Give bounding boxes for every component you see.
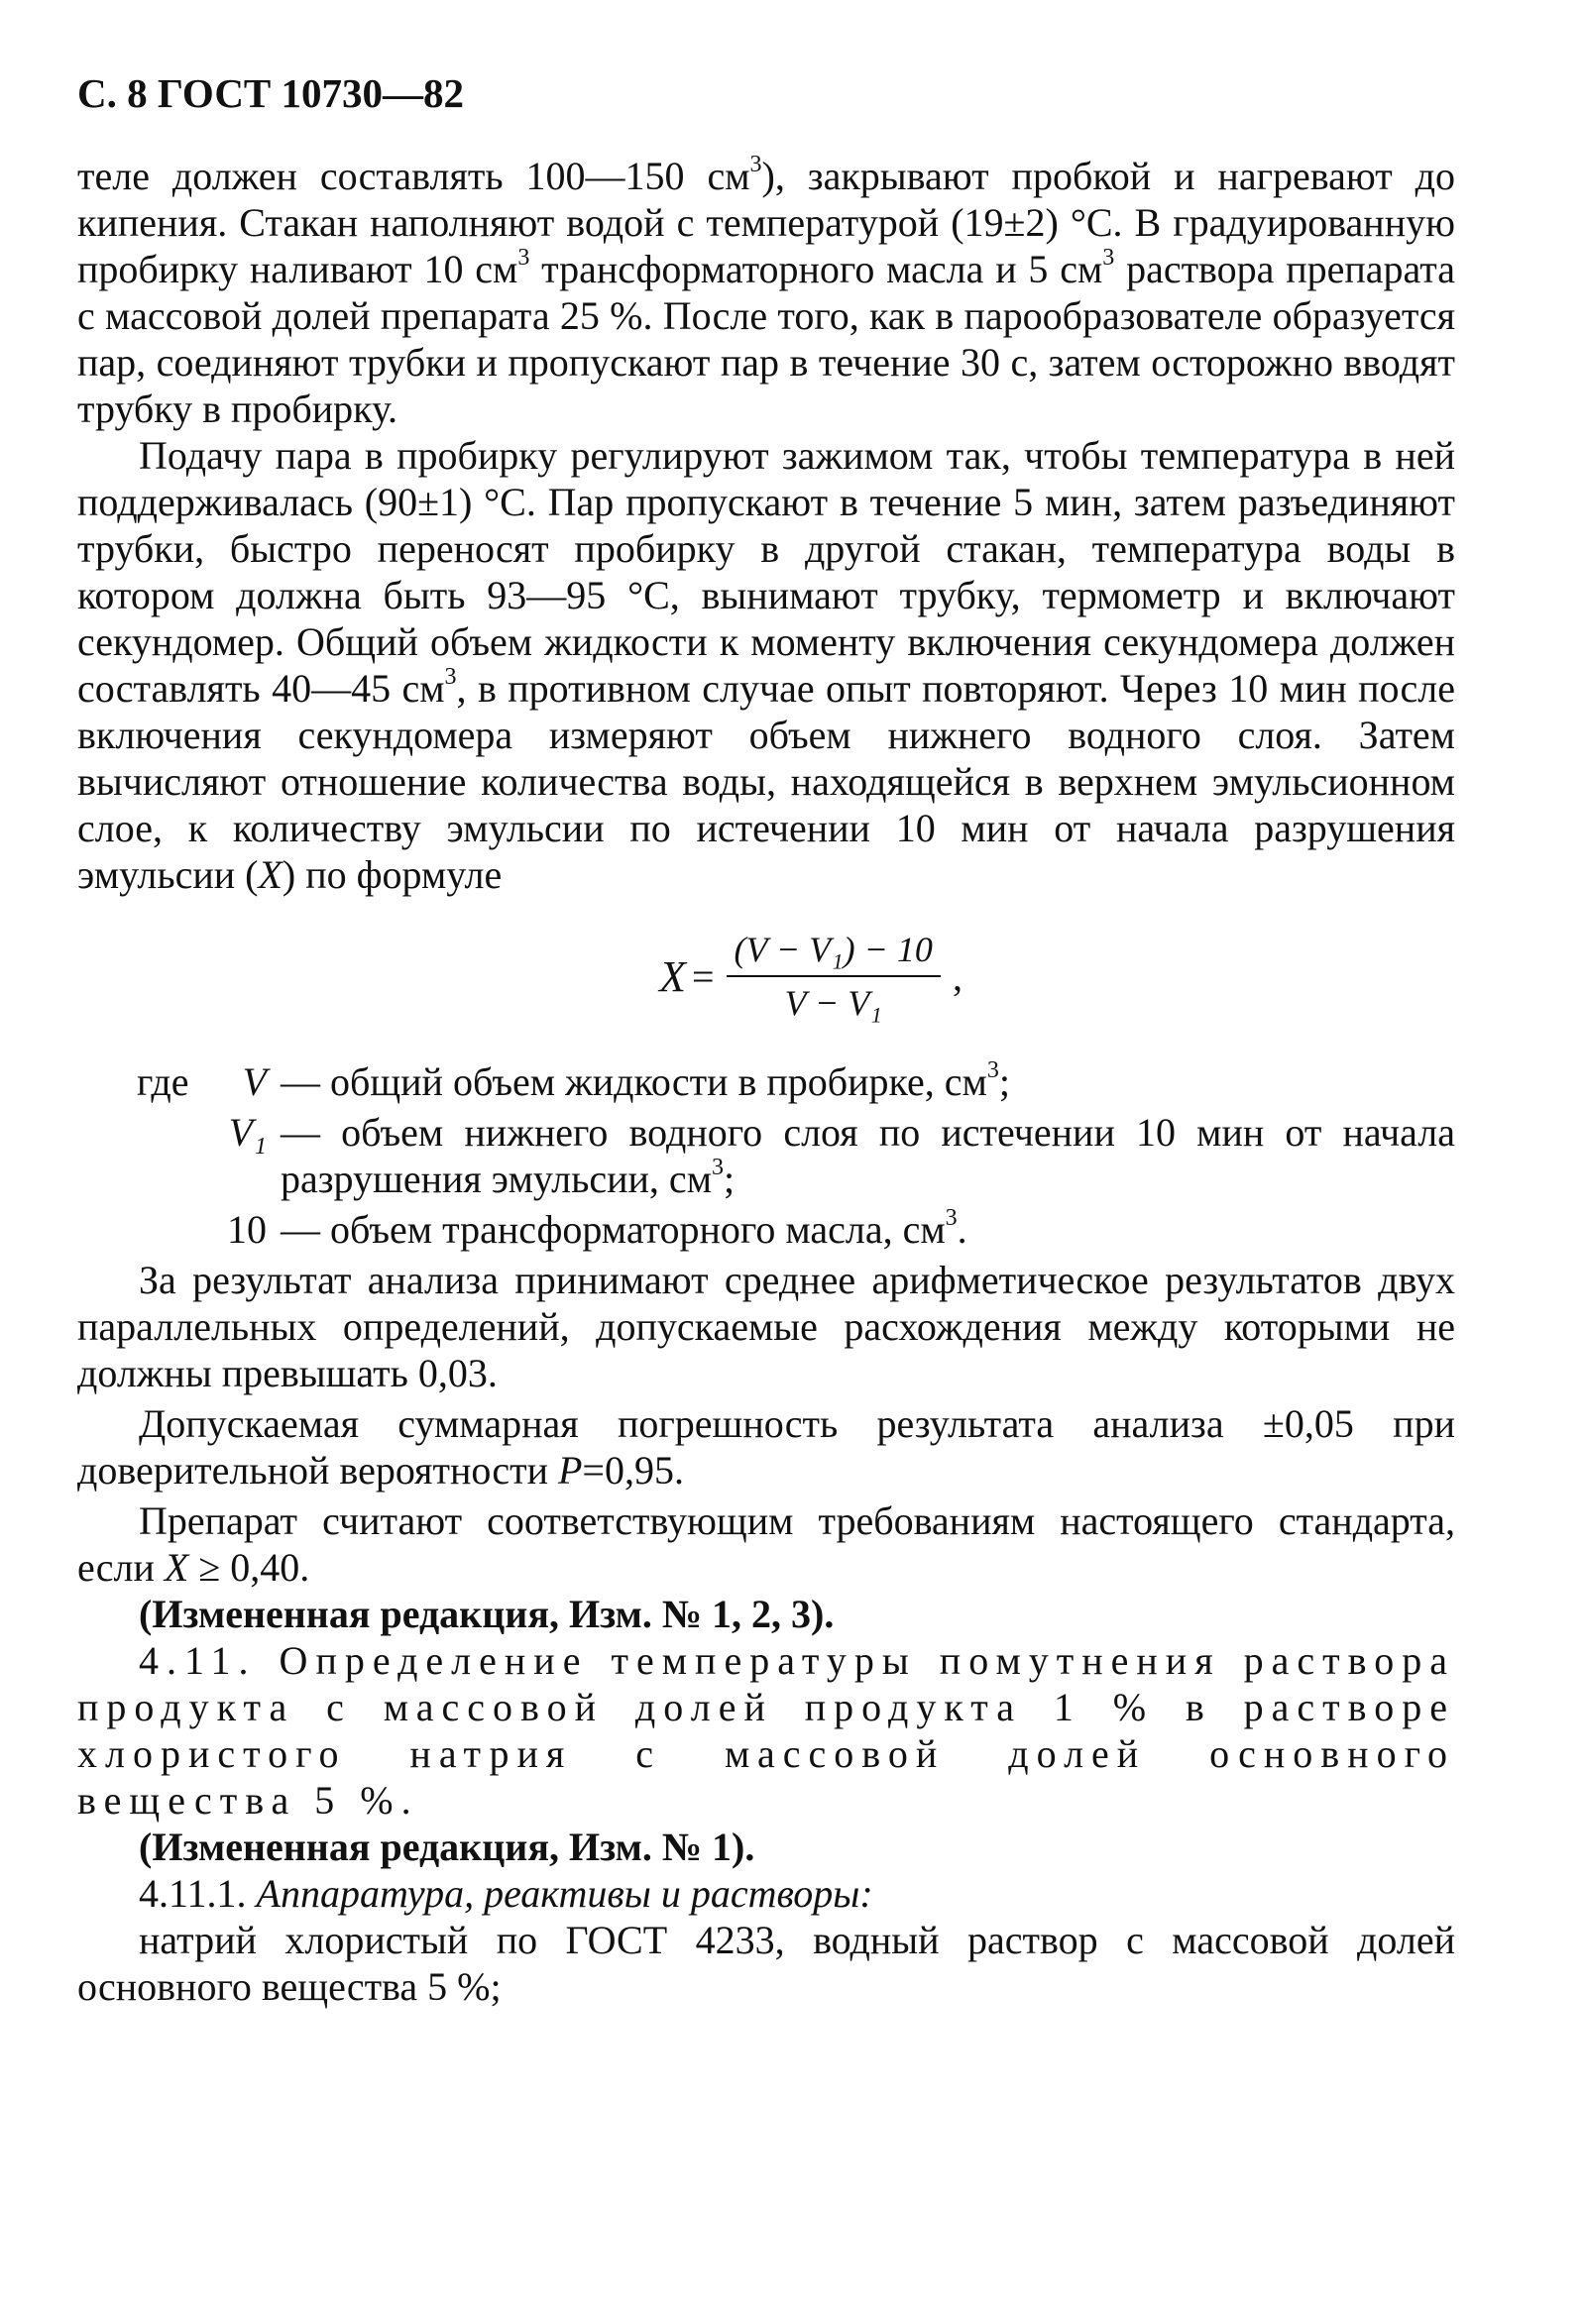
formula-fraction [727,928,941,1025]
where-label: где [137,1059,189,1104]
section-number: 4.11.1. [139,1871,257,1916]
definition-text: — объем трансформаторного масла, $см^3$. [281,1205,967,1252]
definition-row [77,1206,1455,1253]
definition-text: — общий объем жидкости в пробирке, $см^3$; [281,1057,1010,1104]
definition-symbol: V₁ [228,1110,267,1155]
formula-equals: = [691,953,715,999]
amendment-note: (Измененная редакция, Изм. № 1, 2, 3). [139,1592,835,1636]
definition-symbol: 10 [227,1207,267,1252]
formula-numerator: (V − V₁) − 10 [727,928,941,977]
paragraph-reagent: натрий хлористый по ГОСТ 4233, водный раствор с массовой долей основного вещества 5 %; [77,1918,1455,2009]
section-4-11-1 [77,1870,1455,1917]
paragraph-error: Допускаемая суммарная погрешность результата анализа ±0,05 при доверительной вероятности P=0,95. [77,1401,1455,1493]
amendment-note: (Измененная редакция, Изм. № 1). [139,1825,755,1869]
document-page [77,69,1455,2010]
formula-x [77,928,1455,1025]
paragraph-compliance: Препарат считают соответствующим требованиям настоящего стандарта, если X ≥ 0,40. [77,1498,1455,1590]
section-title: Аппаратура, реактивы и растворы: [256,1871,873,1916]
formula-trail: , [952,953,963,999]
definition-text: — объем нижнего водного слоя по истечении 10 мин от начала разрушения эмульсии, $см^3$; [281,1110,1455,1201]
section-4-11: 4.11. Определение температуры помутнения раствора продукта с массовой долей продукта 1 % в растворе хлористого натрия с массовой долей основного вещества 5 %. [77,1638,1455,1823]
paragraph-result: За результат анализа принимают среднее арифметическое результатов двух параллельных определений, допускаемые расхождения между которыми не должны превышать 0,03. [77,1258,1455,1395]
definition-row [77,1058,1455,1105]
definition-symbol: V [242,1059,267,1104]
definition-row [77,1109,1455,1202]
paragraph-continuation: теле должен составлять 100—150 $см^3$), закрывают пробкой и нагревают до кипения. Стакан наполняют водой с температурой (19±2) °С. В градуированную пробирку наливают 10 $см^3$ трансформаторного масла и 5 $см^3$ раствора препарата с массовой долей препарата 25 %. После того, как в парообразователе образуется пар, соединяют трубки и пропускают пар в течение 30 с, затем осторожно вводят трубку в пробирку. [77,152,1455,431]
definitions-list [77,1058,1455,1253]
paragraph-steam-procedure: Подачу пара в пробирку регулируют зажимом так, чтобы температура в ней поддерживалась (90±1) °С. Пар пропускают в течение 5 мин, затем разъединяют трубки, быстро переносят пробирку в другой стакан, температура воды в котором должна быть 93—95 °С, вынимают трубку, термометр и включают секундомер. Общий объем жидкости к моменту включения секундомера должен составлять 40—45 $см^3$, в противном случае опыт повторяют. Через 10 мин после включения секундомера измеряют объем нижнего водного слоя. Затем вычисляют отношение количества воды, находящейся в верхнем эмульсионном слое, к количеству эмульсии по истечении 10 мин от начала разрушения эмульсии (X) по формуле [77,433,1456,897]
formula-lhs: X [659,951,686,1001]
page-header: С. 8 ГОСТ 10730—82 [77,70,465,116]
formula-denominator: V − V₁ [784,983,882,1023]
